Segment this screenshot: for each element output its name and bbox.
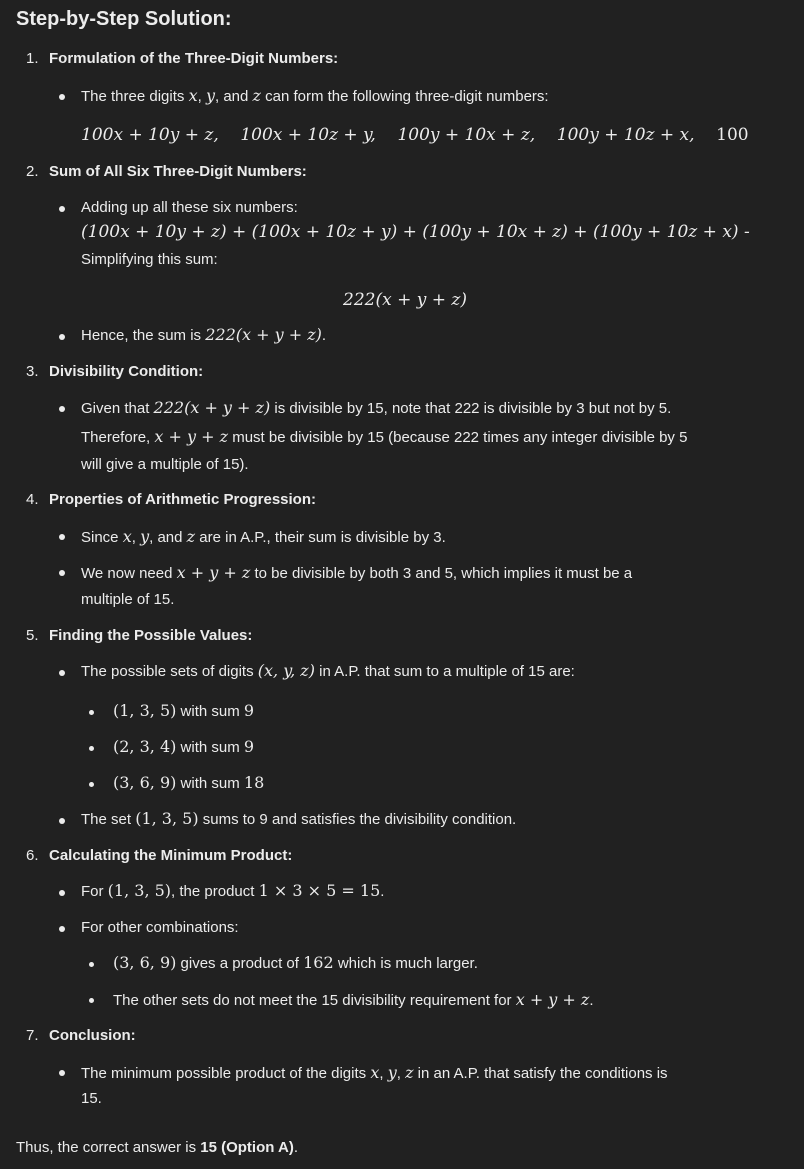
section-number: 1.	[26, 50, 39, 67]
list-item: (3, 6, 9) with sum 18	[113, 773, 265, 792]
bullet-text: Adding up all these six numbers:	[81, 199, 298, 216]
section-title: Conclusion:	[49, 1027, 136, 1044]
equation: (100x + 10y + z) + (100x + 10z + y) + (100y + 10x + z) + (100y + 10z + x) -	[81, 222, 750, 242]
bullet-icon	[59, 570, 65, 576]
bullet-icon	[59, 926, 65, 932]
page-title: Step-by-Step Solution:	[16, 8, 232, 30]
display-equation: 222(x + y + z)	[343, 290, 467, 310]
list-item: The other sets do not meet the 15 divisibility requirement for x + y + z.	[113, 990, 594, 1009]
bullet-icon	[59, 1070, 65, 1076]
list-item: (1, 3, 5) with sum 9	[113, 701, 255, 720]
list-item: (3, 6, 9) gives a product of 162 which is much larger.	[113, 953, 478, 972]
bullet-icon	[89, 710, 94, 715]
bullet-icon	[59, 818, 65, 824]
bullet-icon	[89, 998, 94, 1003]
bullet-icon	[59, 670, 65, 676]
bullet-text: Hence, the sum is 222(x + y + z).	[81, 325, 327, 344]
bullet-text: The minimum possible product of the digits x, y, z in an A.P. that satisfy the conditions is	[81, 1063, 668, 1082]
section-number: 4.	[26, 491, 39, 508]
bullet-icon	[59, 406, 65, 412]
section-number: 7.	[26, 1027, 39, 1044]
section-number: 6.	[26, 847, 39, 864]
bullet-text: For other combinations:	[81, 919, 239, 936]
section-number: 5.	[26, 627, 39, 644]
bullet-text: The set (1, 3, 5) sums to 9 and satisfies the divisibility condition.	[81, 809, 517, 828]
bullet-icon	[59, 334, 65, 340]
bullet-icon	[59, 206, 65, 212]
bullet-icon	[59, 890, 65, 896]
section-title: Finding the Possible Values:	[49, 627, 253, 644]
bullet-text: Simplifying this sum:	[81, 251, 218, 268]
bullet-text: 15.	[81, 1090, 102, 1107]
bullet-text: multiple of 15.	[81, 591, 175, 608]
bullet-icon	[89, 782, 94, 787]
bullet-icon	[59, 534, 65, 540]
bullet-text: Given that 222(x + y + z) is divisible by 15, note that 222 is divisible by 3 but not by 5.	[81, 398, 672, 417]
bullet-text: Since x, y, and z are in A.P., their sum is divisible by 3.	[81, 527, 446, 546]
section-title: Calculating the Minimum Product:	[49, 847, 293, 864]
bullet-text: Therefore, x + y + z must be divisible by 15 (because 222 times any integer divisible by 5	[81, 427, 688, 446]
section-title: Divisibility Condition:	[49, 363, 204, 380]
equation: 100x + 10y + z, 100x + 10z + y, 100y + 10x + z, 100y + 10z + x, 100	[81, 125, 749, 145]
bullet-text: will give a multiple of 15).	[81, 456, 249, 473]
final-answer: Thus, the correct answer is 15 (Option A).	[16, 1139, 299, 1156]
section-title: Properties of Arithmetic Progression:	[49, 491, 316, 508]
bullet-icon	[89, 746, 94, 751]
bullet-icon	[59, 94, 65, 100]
bullet-text: The three digits x, y, and z can form the following three-digit numbers:	[81, 86, 549, 105]
section-number: 3.	[26, 363, 39, 380]
section-title: Sum of All Six Three-Digit Numbers:	[49, 163, 307, 180]
list-item: (2, 3, 4) with sum 9	[113, 737, 255, 756]
bullet-text: The possible sets of digits (x, y, z) in A.P. that sum to a multiple of 15 are:	[81, 661, 575, 680]
section-title: Formulation of the Three-Digit Numbers:	[49, 50, 339, 67]
bullet-icon	[89, 962, 94, 967]
bullet-text: We now need x + y + z to be divisible by both 3 and 5, which implies it must be a	[81, 563, 633, 582]
bullet-text: For (1, 3, 5), the product 1 × 3 × 5 = 15.	[81, 881, 385, 900]
section-number: 2.	[26, 163, 39, 180]
